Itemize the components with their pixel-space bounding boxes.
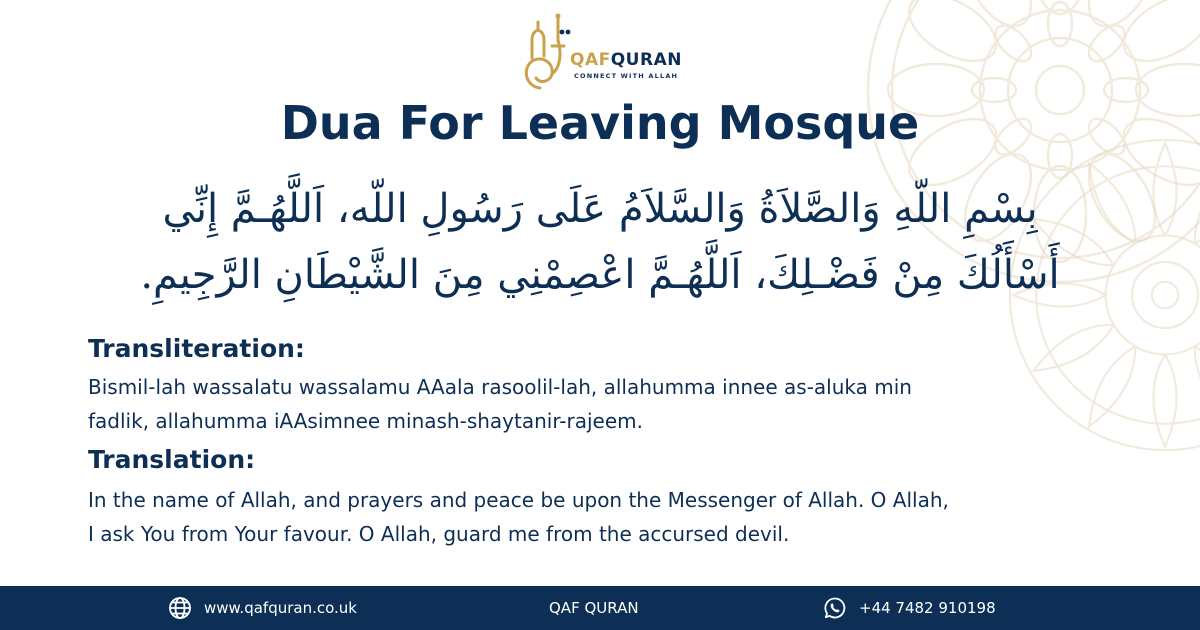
footer-brand-name: QAF QURAN xyxy=(549,599,639,617)
transliteration-heading: Transliteration: xyxy=(88,334,305,363)
translation-line: I ask You from Your favour. O Allah, guard me from the accursed devil. xyxy=(88,522,790,546)
arabic-line: أَسْأَلُكَ مِنْ فَضْـلِكَ، اَللَّهُـمَّ اعْصِمْنِي مِنَ الشَّيْطَانِ الرَّجِيمِ. xyxy=(140,252,1060,298)
phone-number[interactable]: +44 7482 910198 xyxy=(859,599,996,617)
footer-website[interactable] xyxy=(168,586,357,630)
website-link[interactable]: www.qafquran.co.uk xyxy=(204,599,357,617)
arabic-line: بِسْمِ اللّهِ وَالصَّلاَةُ وَالسَّلاَمُ عَلَى رَسُولِ اللّه، اَللَّهُـمَّ إِنِّي xyxy=(162,186,1038,232)
whatsapp-icon xyxy=(823,596,847,620)
transliteration-line: Bismil-lah wassalatu wassalamu AAala rasoolil-lah, allahumma innee as-aluka min xyxy=(88,375,912,399)
brand-name: QAFQURAN xyxy=(570,50,682,70)
page-title: Dua For Leaving Mosque xyxy=(280,96,920,150)
footer-phone[interactable] xyxy=(823,586,996,630)
arabic-dua-text xyxy=(100,176,1100,308)
footer-brand xyxy=(549,586,639,630)
brand-tagline: CONNECT WITH ALLAH xyxy=(574,72,679,80)
transliteration-line: fadlik, allahumma iAAsimnee minash-shaytanir-rajeem. xyxy=(88,409,643,433)
translation-line: In the name of Allah, and prayers and peace be upon the Messenger of Allah. O Allah, xyxy=(88,488,949,512)
footer-bar xyxy=(0,586,1200,630)
brand-logo xyxy=(518,10,688,94)
globe-icon xyxy=(168,596,192,620)
transliteration-text xyxy=(88,370,1128,438)
translation-text xyxy=(88,483,1128,551)
translation-heading: Translation: xyxy=(88,445,256,474)
